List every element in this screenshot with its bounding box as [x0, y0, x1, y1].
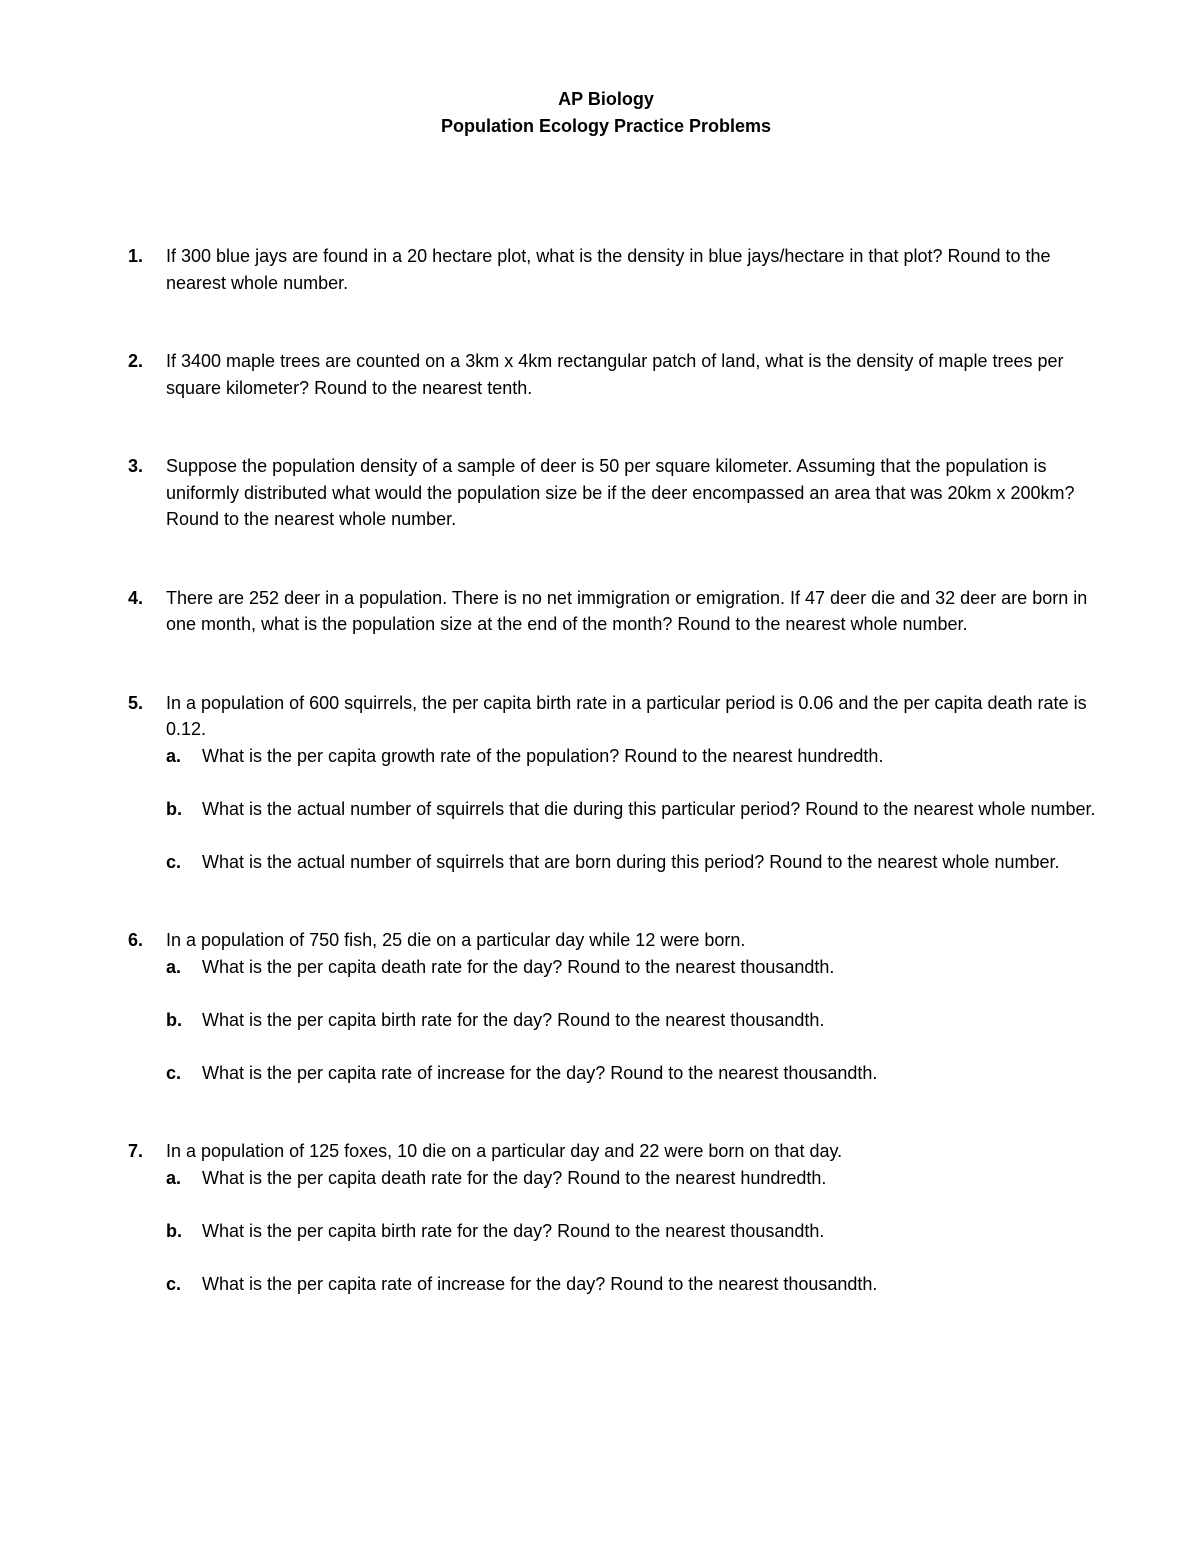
problem-text: In a population of 750 fish, 25 die on a particular day while 12 were born. [166, 930, 746, 950]
subquestion-letter: c. [166, 1273, 182, 1294]
problem-text: In a population of 125 foxes, 10 die on a particular day and 22 were born on that day. [166, 1141, 843, 1161]
problem-number: 6. [128, 930, 144, 950]
subquestion-item [166, 796, 1108, 823]
problem-number: 3. [128, 456, 144, 476]
subquestion-item [166, 1007, 1108, 1034]
problem-number: 2. [128, 351, 144, 371]
problem-item [128, 690, 1108, 876]
document-header [0, 86, 1200, 140]
subquestion-text: What is the actual number of squirrels that die during this particular period? Round to the nearest whole number. [202, 798, 1096, 819]
subquestion-text: What is the actual number of squirrels that are born during this period? Round to the nearest whole number. [202, 851, 1060, 872]
problem-item [128, 453, 1108, 533]
problem-number: 1. [128, 246, 144, 266]
subquestion-letter: a. [166, 956, 182, 977]
problem-item [128, 243, 1108, 296]
subquestion-letter: b. [166, 798, 182, 819]
course-title: AP Biology [558, 89, 654, 109]
problem-text: In a population of 600 squirrels, the per capita birth rate in a particular period is 0.06 and the per capita death rate is 0.12. [166, 692, 1087, 739]
problem-text: If 3400 maple trees are counted on a 3km x 4km rectangular patch of land, what is the density of maple trees per square kilometer? Round to the nearest tenth. [166, 351, 1064, 398]
subquestion-item [166, 1060, 1108, 1087]
problem-item [128, 585, 1108, 638]
subquestion-text: What is the per capita birth rate for the day? Round to the nearest thousandth. [202, 1220, 825, 1241]
subquestion-text: What is the per capita death rate for the day? Round to the nearest thousandth. [202, 956, 835, 977]
problem-number: 7. [128, 1141, 144, 1161]
subquestion-item [166, 1218, 1108, 1245]
subquestion-list [166, 743, 1108, 876]
subquestion-letter: b. [166, 1220, 182, 1241]
subquestion-item [166, 849, 1108, 876]
problem-text: If 300 blue jays are found in a 20 hectare plot, what is the density in blue jays/hectare in that plot? Round to the nearest whole number. [166, 246, 1051, 293]
subquestion-letter: b. [166, 1009, 182, 1030]
subquestion-item [166, 743, 1108, 770]
problem-number: 4. [128, 587, 144, 608]
subquestion-item [166, 1271, 1108, 1298]
problem-item [128, 1138, 1108, 1297]
subquestion-list [166, 954, 1108, 1087]
subquestion-text: What is the per capita growth rate of the population? Round to the nearest hundredth. [202, 745, 884, 766]
problem-item [128, 927, 1108, 1086]
subquestion-letter: c. [166, 851, 182, 872]
subquestion-text: What is the per capita rate of increase for the day? Round to the nearest thousandth. [202, 1062, 878, 1083]
subquestion-text: What is the per capita death rate for the day? Round to the nearest hundredth. [202, 1167, 827, 1188]
subquestion-list [166, 1165, 1108, 1298]
subquestion-text: What is the per capita birth rate for the day? Round to the nearest thousandth. [202, 1009, 825, 1030]
subquestion-item [166, 954, 1108, 981]
subquestion-item [166, 1165, 1108, 1192]
subquestion-text: What is the per capita rate of increase for the day? Round to the nearest thousandth. [202, 1273, 878, 1294]
problem-item [128, 348, 1108, 401]
subquestion-letter: a. [166, 1167, 182, 1188]
problem-number: 5. [128, 692, 144, 713]
worksheet-title: Population Ecology Practice Problems [440, 116, 772, 136]
problem-text: Suppose the population density of a sample of deer is 50 per square kilometer. Assuming that the population is uniformly distributed what would the population size be if the deer encompassed an area that was 20km x 200km? Round to the nearest whole number. [166, 456, 1075, 529]
problem-text: There are 252 deer in a population. There is no net immigration or emigration. If 47 deer die and 32 deer are born in one month, what is the population size at the end of the month? Round to the nearest whole number. [166, 587, 1088, 634]
problem-list [128, 243, 1108, 1349]
subquestion-letter: a. [166, 745, 182, 766]
subquestion-letter: c. [166, 1062, 182, 1083]
